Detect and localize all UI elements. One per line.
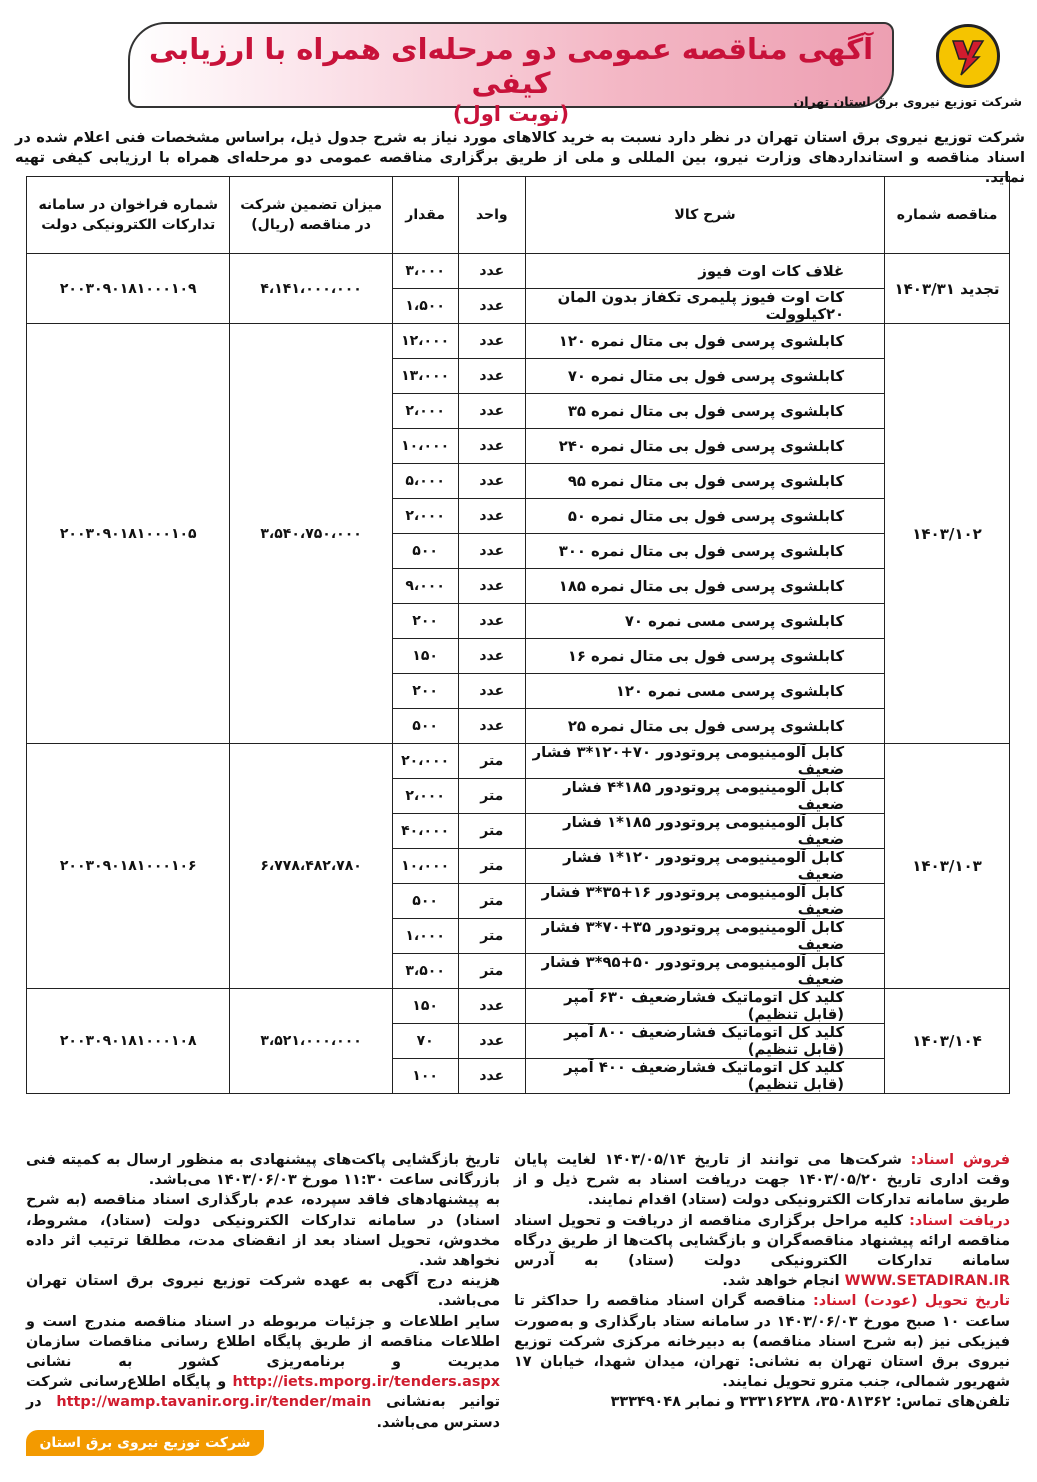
goods-cell: کابلشوی پرسی مسی نمره ۱۲۰	[526, 674, 885, 709]
info-text: سایر اطلاعات و جزئیات مربوطه در اسناد مناقصه مندرج است و اطلاعات مناقصه از طریق پایگاه اطلاع رسانی مناقصات سازمان مدیریت و برنامه‌ریزی کشور به نشانی	[26, 1313, 500, 1371]
unit-cell: عدد	[458, 604, 525, 639]
goods-cell: کابلشوی پرسی فول بی متال نمره ۳۵	[526, 394, 885, 429]
unit-cell: عدد	[458, 674, 525, 709]
unit-cell: عدد	[458, 709, 525, 744]
header-guarantee: میزان تضمین شرکت در مناقصه (ریال)	[230, 177, 392, 254]
guarantee-cell: ۳،۵۲۱،۰۰۰،۰۰۰	[230, 989, 392, 1094]
header-tender-no: مناقصه شماره	[885, 177, 1010, 254]
qty-cell: ۱۵۰	[392, 639, 458, 674]
goods-cell: کابلشوی پرسی فول بی متال نمره ۹۵	[526, 464, 885, 499]
unit-cell: عدد	[458, 289, 525, 324]
header-qty: مقدار	[392, 177, 458, 254]
qty-cell: ۱۵۰	[392, 989, 458, 1024]
tender-no-cell: ۱۴۰۳/۱۰۲	[885, 324, 1010, 744]
goods-cell: کابل آلومینیومی پروتودور ۱۸۵*۴ فشار ضعیف	[526, 779, 885, 814]
title-banner	[128, 22, 894, 126]
receive-text: کلیه مراحل برگزاری مناقصه از دریافت و تحویل اسناد مناقصه ارائه پیشنهاد مناقصه‌گران و بازگشایی پاکت‌ها از طریق درگاه سامانه تدارکات الکترونیکی دولت (ستاد) به آدرس	[514, 1212, 1010, 1270]
goods-cell: کابل آلومینیومی پروتودور ۷۰+۱۲۰*۳ فشار ضعیف	[526, 744, 885, 779]
tender-no-cell: تجدید ۱۴۰۳/۳۱	[885, 254, 1010, 324]
sale-paragraph	[514, 1150, 1010, 1211]
qty-cell: ۵۰۰	[392, 709, 458, 744]
unit-cell: عدد	[458, 254, 525, 289]
footer-right-column	[514, 1150, 1010, 1413]
delivery-text: مناقصه گران اسناد مناقصه را حداکثر تا ساعت ۱۰ صبح مورخ ۱۴۰۳/۰۶/۰۳ در سامانه ستاد بارگذاری و به‌صورت فیزیکی نیز (به شرح اسناد مناقصه) به دبیرخانه مرکزی شرکت توزیع نیروی برق استان تهران به نشانی: تهران، میدان شهدا، خیابان ۱۷ شهریور شمالی، جنب مترو تحویل نمایند.	[514, 1293, 1010, 1391]
qty-cell: ۲،۰۰۰	[392, 394, 458, 429]
unit-cell: عدد	[458, 394, 525, 429]
goods-cell: کابلشوی پرسی فول بی متال نمره ۲۴۰	[526, 429, 885, 464]
qty-cell: ۳،۵۰۰	[392, 954, 458, 989]
table-row	[27, 989, 1010, 1024]
unit-cell: متر	[458, 849, 525, 884]
qty-cell: ۱۳،۰۰۰	[392, 359, 458, 394]
company-name: شرکت توزیع نیروی برق استان تهران	[793, 94, 1022, 109]
info-paragraph	[26, 1312, 500, 1433]
qty-cell: ۱۰۰	[392, 1059, 458, 1094]
qty-cell: ۱،۵۰۰	[392, 289, 458, 324]
unit-cell: عدد	[458, 359, 525, 394]
goods-cell: کابل آلومینیومی پروتودور ۱۶+۳۵*۳ فشار ضعیف	[526, 884, 885, 919]
unit-cell: عدد	[458, 569, 525, 604]
goods-cell: کابلشوی پرسی فول بی متال نمره ۱۶	[526, 639, 885, 674]
guarantee-cell: ۳،۵۴۰،۷۵۰،۰۰۰	[230, 324, 392, 744]
footer-left-column	[26, 1150, 500, 1433]
qty-cell: ۲،۰۰۰	[392, 499, 458, 534]
qty-cell: ۵،۰۰۰	[392, 464, 458, 499]
company-footer-bar: شرکت توزیع نیروی برق استان تهران	[26, 1430, 264, 1456]
goods-cell: کابلشوی پرسی فول بی متال نمره ۲۵	[526, 709, 885, 744]
table-row	[27, 324, 1010, 359]
qty-cell: ۷۰	[392, 1024, 458, 1059]
sale-text: شرکت‌ها می توانند از تاریخ ۱۴۰۳/۰۵/۱۴ لغایت پایان وقت اداری تاریخ ۱۴۰۳/۰۵/۲۰ جهت دریافت اسناد به شرح ذیل و از طریق سامانه تدارکات الکترونیکی دولت (ستاد) اقدام نمایند.	[514, 1152, 1010, 1209]
qty-cell: ۱۲،۰۰۰	[392, 324, 458, 359]
unit-cell: عدد	[458, 639, 525, 674]
header-goods: شرح کالا	[526, 177, 885, 254]
setad-link[interactable]: WWW.SETADIRAN.IR	[844, 1273, 1010, 1290]
goods-cell: کابلشوی پرسی فول بی متال نمره ۱۲۰	[526, 324, 885, 359]
qty-cell: ۵۰۰	[392, 534, 458, 569]
goods-cell: کابل آلومینیومی پروتودور ۱۸۵*۱ فشار ضعیف	[526, 814, 885, 849]
unit-cell: متر	[458, 814, 525, 849]
delivery-label: تاریخ تحویل (عودت) اسناد:	[812, 1293, 1010, 1310]
footer	[26, 1150, 1010, 1460]
unit-cell: متر	[458, 954, 525, 989]
header	[128, 22, 1028, 126]
unit-cell: متر	[458, 919, 525, 954]
info-tail: در دسترس می‌باشد.	[26, 1394, 500, 1431]
goods-cell: کابلشوی پرسی فول بی متال نمره ۷۰	[526, 359, 885, 394]
qty-cell: ۱،۰۰۰	[392, 919, 458, 954]
qty-cell: ۲۰۰	[392, 604, 458, 639]
iets-link[interactable]: http://iets.mporg.ir/tenders.aspx	[232, 1374, 500, 1391]
receive-label: دریافت اسناد:	[909, 1212, 1010, 1229]
cost-paragraph: هزینه درج آگهی به عهده شرکت توزیع نیروی برق استان تهران می‌باشد.	[26, 1273, 500, 1310]
goods-cell: غلاف کات اوت فیوز	[526, 254, 885, 289]
tender-table	[26, 176, 1010, 1094]
goods-cell: کابلشوی پرسی فول بی متال نمره ۵۰	[526, 499, 885, 534]
goods-cell: کابلشوی پرسی مسی نمره ۷۰	[526, 604, 885, 639]
receive-paragraph	[514, 1211, 1010, 1292]
unit-cell: متر	[458, 884, 525, 919]
qty-cell: ۲۰،۰۰۰	[392, 744, 458, 779]
qty-cell: ۱۰،۰۰۰	[392, 849, 458, 884]
header-unit: واحد	[458, 177, 525, 254]
header-call-no: شماره فراخوان در سامانه تدارکات الکترونیکی دولت	[27, 177, 230, 254]
goods-cell: کابل آلومینیومی پروتودور ۵۰+۹۵*۳ فشار ضعیف	[526, 954, 885, 989]
guarantee-cell: ۴،۱۴۱،۰۰۰،۰۰۰	[230, 254, 392, 324]
qty-cell: ۲۰۰	[392, 674, 458, 709]
qty-cell: ۳،۰۰۰	[392, 254, 458, 289]
goods-cell: کابلشوی پرسی فول بی متال نمره ۱۸۵	[526, 569, 885, 604]
qty-cell: ۴۰،۰۰۰	[392, 814, 458, 849]
call-no-cell: ۲۰۰۳۰۹۰۱۸۱۰۰۰۱۰۶	[27, 744, 230, 989]
unit-cell: عدد	[458, 429, 525, 464]
qty-cell: ۲،۰۰۰	[392, 779, 458, 814]
goods-cell: کات اوت فیوز پلیمری تکفاز بدون المان ۲۰کیلوولت	[526, 289, 885, 324]
unit-cell: متر	[458, 779, 525, 814]
table-body	[27, 254, 1010, 1094]
receive-tail: انجام خواهد شد.	[722, 1273, 845, 1290]
goods-cell: کلید کل اتوماتیک فشارضعیف ۴۰۰ آمپر (قابل تنظیم)	[526, 1059, 885, 1094]
opening-paragraph: تاریخ بازگشایی پاکت‌های پیشنهادی به منظور ارسال به کمیته فنی بازرگانی ساعت ۱۱:۳۰ مورخ ۱۴۰۳/۰۶/۰۳ می‌باشد.	[26, 1152, 500, 1189]
unit-cell: عدد	[458, 989, 525, 1024]
guarantee-cell: ۶،۷۷۸،۴۸۲،۷۸۰	[230, 744, 392, 989]
goods-cell: کابل آلومینیومی پروتودور ۳۵+۷۰*۳ فشار ضعیف	[526, 919, 885, 954]
phones: تلفن‌های تماس: ۳۵۰۸۱۳۶۲، ۳۳۳۱۶۲۳۸ و نمابر ۳۳۳۴۹۰۴۸	[610, 1394, 1010, 1411]
sale-label: فروش اسناد:	[910, 1152, 1010, 1168]
unit-cell: عدد	[458, 464, 525, 499]
tender-no-cell: ۱۴۰۳/۱۰۴	[885, 989, 1010, 1094]
qty-cell: ۵۰۰	[392, 884, 458, 919]
unit-cell: متر	[458, 744, 525, 779]
goods-cell: کلید کل اتوماتیک فشارضعیف ۶۳۰ آمپر (قابل تنظیم)	[526, 989, 885, 1024]
unit-cell: عدد	[458, 534, 525, 569]
tavanir-lightning-logo-icon	[936, 24, 1000, 88]
intro-paragraph: شرکت توزیع نیروی برق استان تهران در نظر دارد نسبت به خرید کالاهای مورد نیاز به شرح جدول ذیل، براساس مشخصات فنی اعلام شده در اسناد مناقصه و استانداردهای وزارت نیرو، بین المللی و ملی از طریق برگزاری مناقصه عمومی دو مرحله‌ای همراه با ارزیابی کیفی تهیه نماید.	[15, 129, 1025, 186]
table-row	[27, 254, 1010, 289]
table-header-row	[27, 177, 1010, 254]
goods-cell: کابل آلومینیومی پروتودور ۱۲۰*۱ فشار ضعیف	[526, 849, 885, 884]
qty-cell: ۹،۰۰۰	[392, 569, 458, 604]
tender-no-cell: ۱۴۰۳/۱۰۳	[885, 744, 1010, 989]
tavanir-link[interactable]: http://wamp.tavanir.org.ir/tender/main	[56, 1394, 372, 1411]
conditions-paragraph: به پیشنهادهای فاقد سپرده، عدم بارگذاری اسناد مناقصه (به شرح اسناد) در سامانه تدارکات الکترونیکی دولت (ستاد)، مشروط، مخدوش، تحویل اسناد بعد از انقضای مدت، مطلقا ترتیب اثر داده نخواهد شد.	[26, 1192, 500, 1270]
page-subtitle: (نوبت اول)	[452, 102, 570, 126]
qty-cell: ۱۰،۰۰۰	[392, 429, 458, 464]
unit-cell: عدد	[458, 1024, 525, 1059]
lightning-logo-icon	[939, 27, 997, 85]
call-no-cell: ۲۰۰۳۰۹۰۱۸۱۰۰۰۱۰۸	[27, 989, 230, 1094]
call-no-cell: ۲۰۰۳۰۹۰۱۸۱۰۰۰۱۰۹	[27, 254, 230, 324]
call-no-cell: ۲۰۰۳۰۹۰۱۸۱۰۰۰۱۰۵	[27, 324, 230, 744]
page-title: آگهی مناقصه عمومی دو مرحله‌ای همراه با ارزیابی کیفی	[148, 32, 874, 100]
unit-cell: عدد	[458, 1059, 525, 1094]
unit-cell: عدد	[458, 499, 525, 534]
unit-cell: عدد	[458, 324, 525, 359]
info-mid: و پایگاه اطلاع‌رسانی شرکت توانیر به‌نشانی	[26, 1374, 500, 1411]
goods-cell: کلید کل اتوماتیک فشارضعیف ۸۰۰ آمپر (قابل تنظیم)	[526, 1024, 885, 1059]
table-row	[27, 744, 1010, 779]
goods-cell: کابلشوی پرسی فول بی متال نمره ۳۰۰	[526, 534, 885, 569]
delivery-paragraph	[514, 1291, 1010, 1392]
